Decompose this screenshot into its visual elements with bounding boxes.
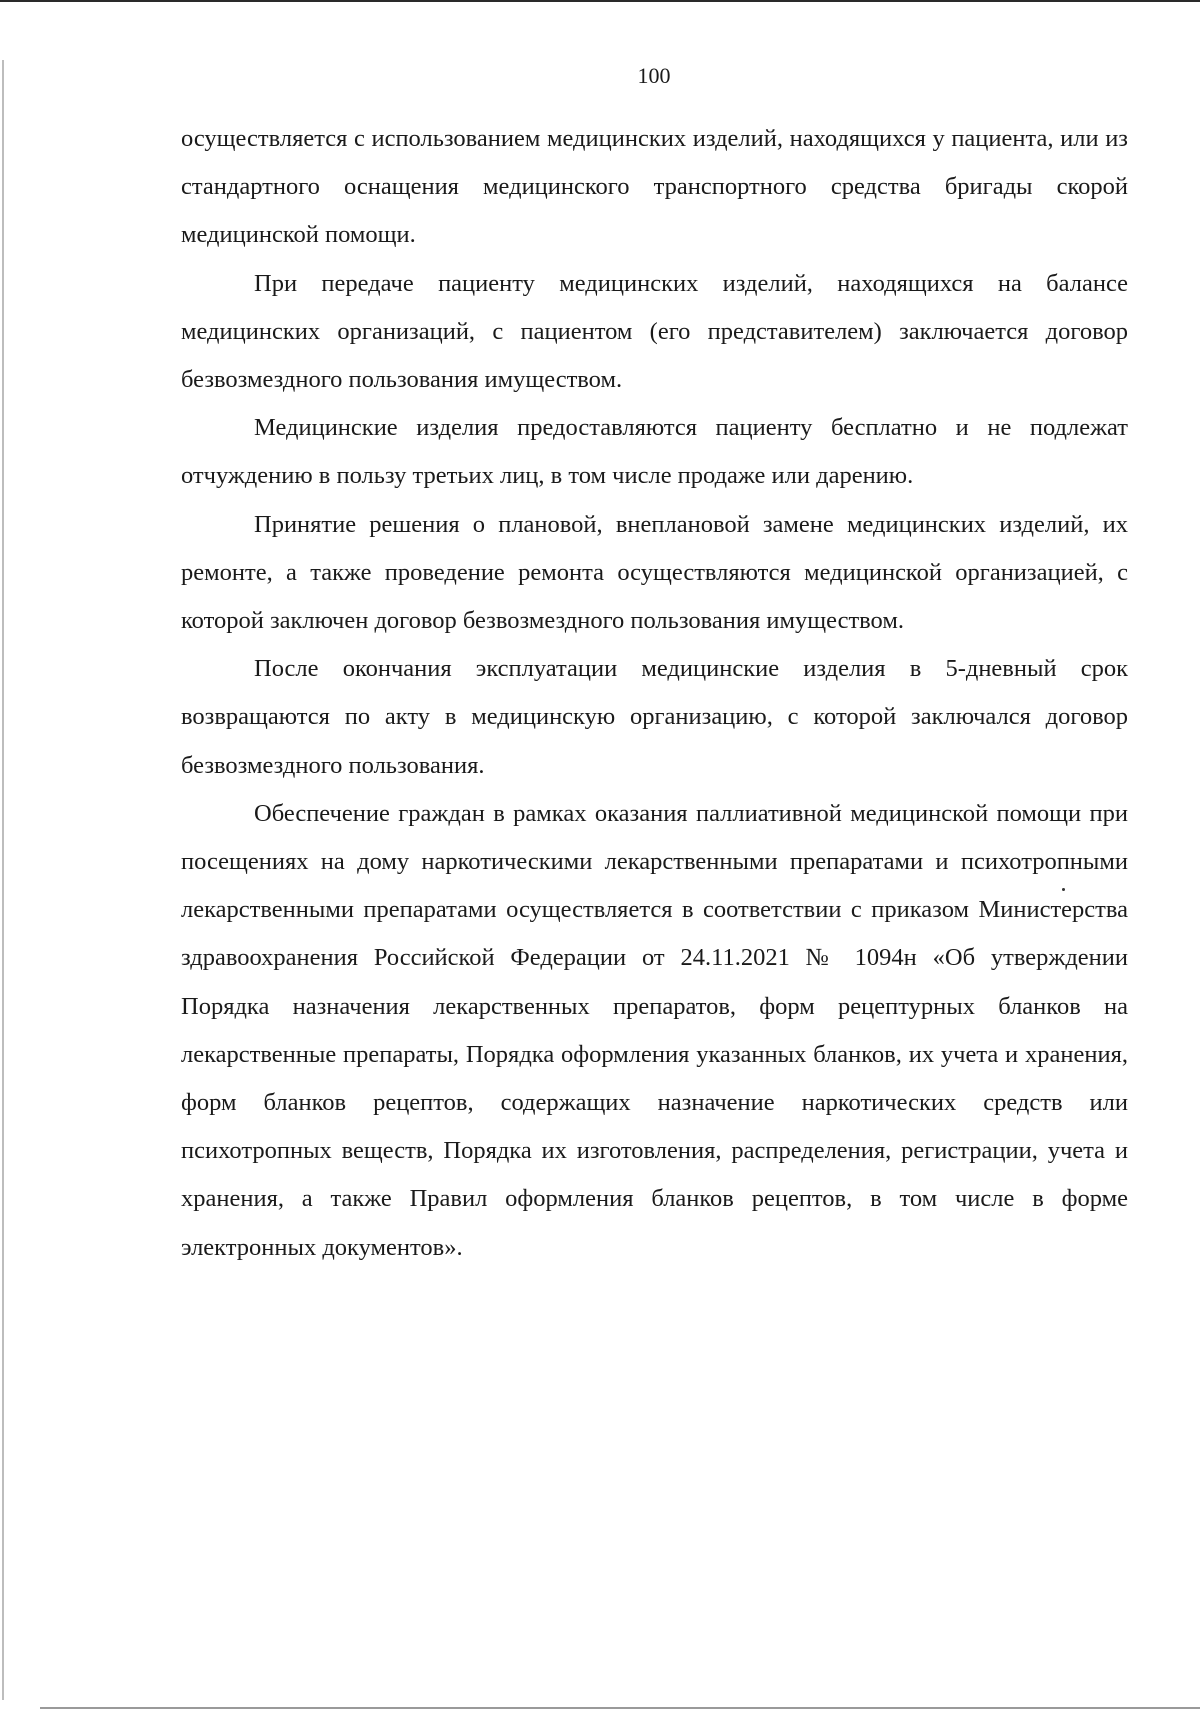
scan-bottom-edge: [40, 1707, 1200, 1709]
paragraph-free-provision: Медицинские изделия предоставляются пациенту бесплатно и не подлежат отчуждению в пользу третьих лиц, в том числе продаже или дарению.: [181, 414, 1128, 490]
scan-speck: [1062, 888, 1065, 891]
paragraph-narcotic-provision: Обеспечение граждан в рамках оказания паллиативной медицинской помощи при посещениях на дому наркотическими лекарственными препаратами и психотропными лекарственными препаратами осуществляется в соответствии с приказом Министерства здравоохранения Российской Федерации от 24.11.2021 № 1094н «Об утверждении Порядка назначения лекарственных препаратов, форм рецептурных бланков на лекарственные препараты, Порядка оформления указанных бланков, их учета и хранения, форм бланков рецептов, содержащих назначение наркотических средств или психотропных веществ, Порядка их изготовления, распределения, регистрации, учета и хранения, а также Правил оформления бланков рецептов, в том числе в форме электронных документов».: [181, 799, 1128, 1261]
page-number: 100: [637, 63, 671, 88]
scan-left-edge: [2, 60, 4, 1700]
paragraph-transfer-to-patient: При передаче пациенту медицинских изделий, находящихся на балансе медицинских организаций, с пациентом (его представителем) заключается договор безвозмездного пользования имуществом.: [181, 269, 1128, 394]
paragraph-replacement-repair: Принятие решения о плановой, внеплановой замене медицинских изделий, их ремонте, а также проведение ремонта осуществляются медицинской организацией, с которой заключен договор безвозмездного пользования имуществом.: [181, 510, 1128, 635]
paragraph-continuation: осуществляется с использованием медицинских изделий, находящихся у пациента, или из стандартного оснащения медицинского транспортного средства бригады скорой медицинской помощи.: [181, 125, 1128, 249]
scan-top-edge: [0, 0, 1200, 2]
document-body: [181, 115, 1128, 1272]
paragraph-return-after-use: После окончания эксплуатации медицинские изделия в 5-дневный срок возвращаются по акту в медицинскую организацию, с которой заключался договор безвозмездного пользования.: [181, 655, 1128, 779]
